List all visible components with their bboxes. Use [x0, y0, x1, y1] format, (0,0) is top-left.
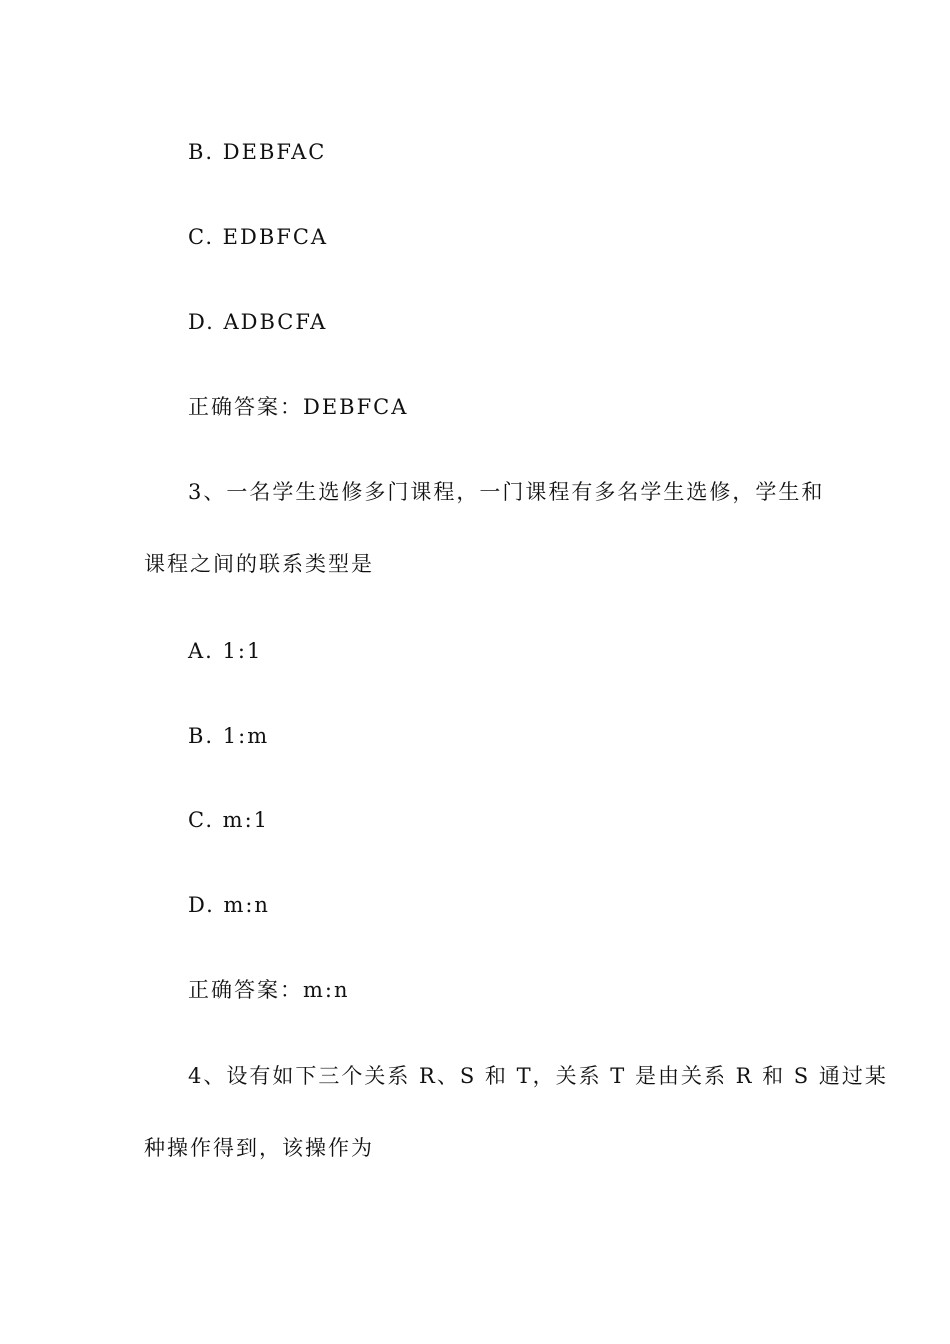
q3-option-d: D. m:n: [188, 893, 270, 917]
q3-stem-line2: 课程之间的联系类型是: [144, 552, 374, 576]
q4-stem-line2: 种操作得到，该操作为: [144, 1136, 374, 1160]
q3-stem-line1: 3、一名学生选修多门课程，一门课程有多名学生选修，学生和: [188, 480, 825, 504]
q3-answer: 正确答案：m:n: [188, 978, 350, 1002]
q3-option-b: B. 1:m: [188, 724, 270, 748]
q2-option-b: B. DEBFAC: [188, 140, 327, 164]
q2-option-d: D. ADBCFA: [188, 310, 328, 334]
q4-stem-line1: 4、设有如下三个关系 R、S 和 T，关系 T 是由关系 R 和 S 通过某: [188, 1064, 888, 1088]
q3-option-a: A. 1:1: [188, 639, 263, 663]
q2-option-c: C. EDBFCA: [188, 225, 329, 249]
q2-answer: 正确答案：DEBFCA: [188, 395, 409, 419]
q3-option-c: C. m:1: [188, 808, 270, 832]
